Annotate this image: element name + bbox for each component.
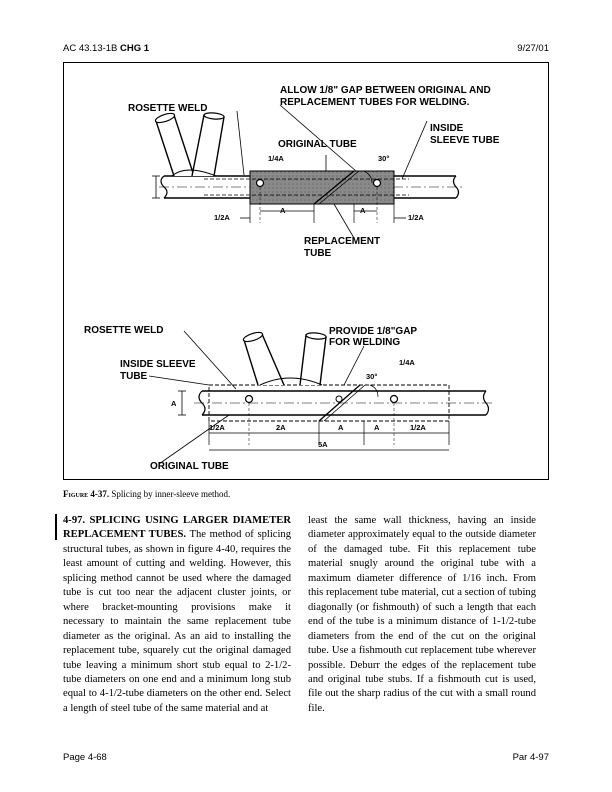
bottom-angle-label: 30° — [366, 372, 378, 381]
bottom-quarter-a-label: 1/4A — [399, 358, 415, 367]
top-allow-gap-line1: ALLOW 1/8" GAP BETWEEN ORIGINAL AND — [280, 85, 491, 96]
top-inside-label: INSIDE — [430, 123, 464, 134]
bottom-inside-sleeve-label: INSIDE SLEEVE — [120, 359, 196, 370]
body-column-left — [63, 514, 291, 716]
top-diagram — [128, 85, 500, 259]
top-half-a-right-label: 1/2A — [408, 213, 424, 222]
doc-id-prefix: AC 43.13-1B — [63, 43, 118, 54]
top-replacement-label: REPLACEMENT — [304, 236, 381, 247]
bottom-a2-label: A — [374, 423, 380, 432]
bottom-five-a-label: 5A — [318, 440, 328, 449]
top-a-left-label: A — [280, 206, 286, 215]
footer-paragraph-ref: Par 4-97 — [512, 752, 549, 763]
bottom-half-a-left-label: 1/2A — [209, 423, 225, 432]
top-replacement-section — [250, 171, 394, 204]
figure-4-37 — [63, 62, 549, 480]
bottom-a-side-label: A — [171, 399, 177, 408]
bottom-half-a-right-label: 1/2A — [410, 423, 426, 432]
caption-text: Splicing by inner-sleeve method. — [111, 489, 231, 499]
top-angle-label: 30° — [378, 154, 390, 163]
splice-diagram — [64, 63, 550, 481]
bottom-diagram — [84, 325, 494, 472]
top-a-right-label: A — [360, 206, 366, 215]
top-rosette-hole-left — [257, 180, 264, 187]
top-half-a-left-label: 1/2A — [214, 213, 230, 222]
bottom-original-tube-label: ORIGINAL TUBE — [150, 461, 229, 472]
footer-page-number: Page 4-68 — [63, 752, 107, 763]
body-column-right — [308, 514, 536, 716]
top-allow-gap-line2: REPLACEMENT TUBES FOR WELDING. — [280, 97, 470, 108]
top-original-tube-label: ORIGINAL TUBE — [278, 139, 357, 150]
caption-label: Figure 4-37. — [63, 489, 110, 499]
header-document-id — [63, 43, 149, 54]
bottom-two-a-label: 2A — [276, 423, 286, 432]
top-replacement-tube-label: TUBE — [304, 248, 332, 259]
top-sleeve-tube-label: SLEEVE TUBE — [430, 135, 500, 146]
top-rosette-weld-label: ROSETTE WELD — [128, 103, 208, 114]
bottom-a1-label: A — [338, 423, 344, 432]
bottom-inside-sleeve-tube-label: TUBE — [120, 371, 148, 382]
bottom-provide-gap-line2: FOR WELDING — [329, 337, 401, 348]
change-bar — [55, 514, 57, 540]
top-rosette-hole-right — [374, 180, 381, 187]
paragraph-text-right: least the same wall thickness, having an inside diameter approximately equal to the outside diameter of the damaged tube. Fit this replacement tube material snugly around the original tube with a maximum diameter difference of 1/16 inch. From this replacement tube material, cut a section of tubing diagonally (or fishmouth) of such a length that each end of the tube is a minimum distance of 1-1/2-tube diameters from the end of the cut on the original tube. Use a fishmouth cut replacement tube wherever possible. Deburr the edges of the replacement tube and original tube stubs. If a fishmouth cut is used, file out the sharp radius of the cut with a small round file. — [308, 515, 536, 714]
figure-caption — [63, 489, 230, 499]
top-branch-tube-left — [156, 115, 194, 176]
paragraph-text-left: The method of splicing structural tubes, as shown in figure 4-40, requires the least amount of cutting and welding. However, this splicing method cannot be used where the damaged tube is cut too near the adjacent cluster joints, or where bracket-mounting provisions make it necessary to maintain the same replacement tube diameter as the original. As an aid to installing the replacement tube, squarely cut the original damaged tube leaving a minimum short stub equal to 2-1/2-tube diameters on one end and a minimum long stub equal to 4-1/2-tube diameters on the other end. Select a length of steel tube of the same material and at — [63, 529, 292, 714]
doc-id-change: CHG 1 — [120, 43, 150, 54]
bottom-rosette-weld-label: ROSETTE WELD — [84, 325, 164, 336]
top-branch-tube-right — [192, 115, 224, 176]
bottom-provide-gap-line1: PROVIDE 1/8"GAP — [329, 326, 418, 337]
paragraph-title: 4-97. SPLICING USING LARGER DIAMETER REPLACEMENT TUBES. — [63, 515, 291, 541]
header-date: 9/27/01 — [517, 43, 549, 54]
top-quarter-a-label: 1/4A — [268, 154, 284, 163]
